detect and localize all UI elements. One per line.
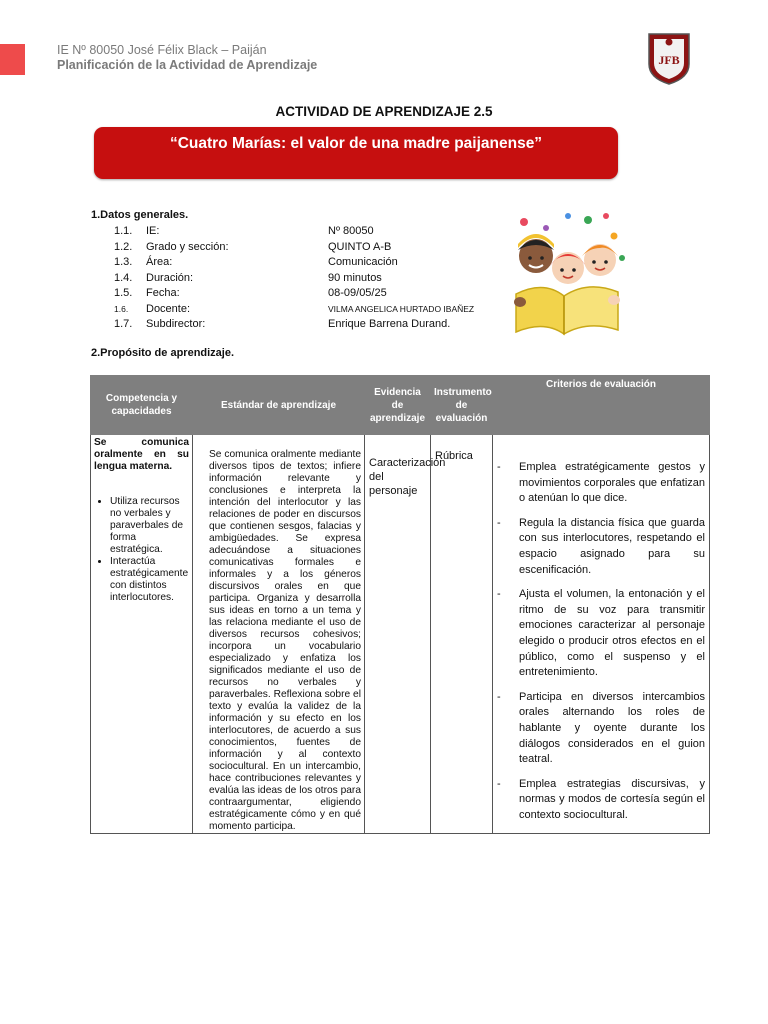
criteria-item: - Emplea estratégicamente gestos y movimientos corporales que enfatizan o atenúan lo que dice. [497,461,705,505]
activity-banner [94,127,618,179]
criteria-item: - Emplea estrategias discursivas, y normas y modos de cortesía según el contexto sociocultural. [497,777,705,821]
criteria-cell [493,435,710,834]
standard-cell [193,435,365,834]
criteria-item: - Ajusta el volumen, la entonación y el ritmo de su voz para transmitir emociones caracterizar al personaje elegido o producir otros efectos en el público, como el suspenso y el entretenimiento. [497,588,705,679]
table-row [91,435,710,834]
activity-subtitle: “Cuatro Marías: el valor de una madre paijanense” [169,135,543,152]
purpose-heading: 2.Propósito de aprendizaje. [91,347,235,359]
capacity-item: • Utiliza recursos no verbales y paraverbales de forma estratégica. [110,496,189,556]
header-instrument: Instrumento de evaluación [431,376,493,435]
instrument-cell [431,435,493,834]
criteria-item: - Regula la distancia física que guarda con sus interlocutores, respetando el espacio asignado para su escenificación. [497,516,705,576]
school-crest-icon [645,30,693,86]
school-line: IE Nº 80050 José Félix Black – Paiján [57,43,267,57]
learning-purpose-table [90,375,710,834]
capacity-item: • Interactúa estratégicamente con distintos interlocutores. [110,556,189,604]
header-evidence: Evidencia de aprendizaje [365,376,431,435]
instrument-text: Rúbrica [435,450,473,462]
competency-text: Se comunica oralmente en su lengua materna. [94,437,189,472]
logo-letters: JFB [658,53,680,67]
standard-text: Se comunica oralmente mediante diversos tipos de textos; infiere información relevante y conclusiones e interpreta la intención del interlocutor y las relaciones de poder en discursos que contienen sesgos, falacias y ambigüedades. Se expresa adecuándose a situaciones comunicativas formales e informales y a los géneros discursivos orales en que participa. Organiza y desarrolla sus ideas en torno a un tema y las relaciona mediante el uso de diversos recursos cohesivos; incorpora un vocabulario especializado y enfatiza los significados mediante el uso de recursos no verbales y paraverbales. Reflexiona sobre el texto y evalúa la validez de la información y su efecto en los interlocutores, de acuerdo a sus conocimientos, fuentes de información y al contexto sociocultural. En un intercambio, hace contribuciones relevantes y evalúa las ideas de los otros para contraargumentar, eligiendo estratégicamente cómo y en qué momento participa. [209,449,361,832]
accent-square [0,44,25,75]
activity-title: ACTIVIDAD DE APRENDIZAJE 2.5 [275,104,493,119]
general-data-heading: 1.Datos generales. [91,209,189,221]
evidence-cell [365,435,446,834]
capacities-list [94,496,189,604]
table-header-row [91,376,710,435]
criteria-item: - Participa en diversos intercambios orales alternando los roles de hablante y oyente durante los diálogos considerados en el guion teatral. [497,690,705,766]
children-reading-book-icon [496,208,632,338]
header-criteria: Criterios de evaluación [493,376,710,435]
header-standard: Estándar de aprendizaje [193,376,365,435]
competency-cell [91,435,193,834]
document-type: Planificación de la Actividad de Aprendizaje [57,58,318,72]
evidence-text: Caracterización del personaje [369,457,446,497]
header-competency: Competencia y capacidades [91,376,193,435]
